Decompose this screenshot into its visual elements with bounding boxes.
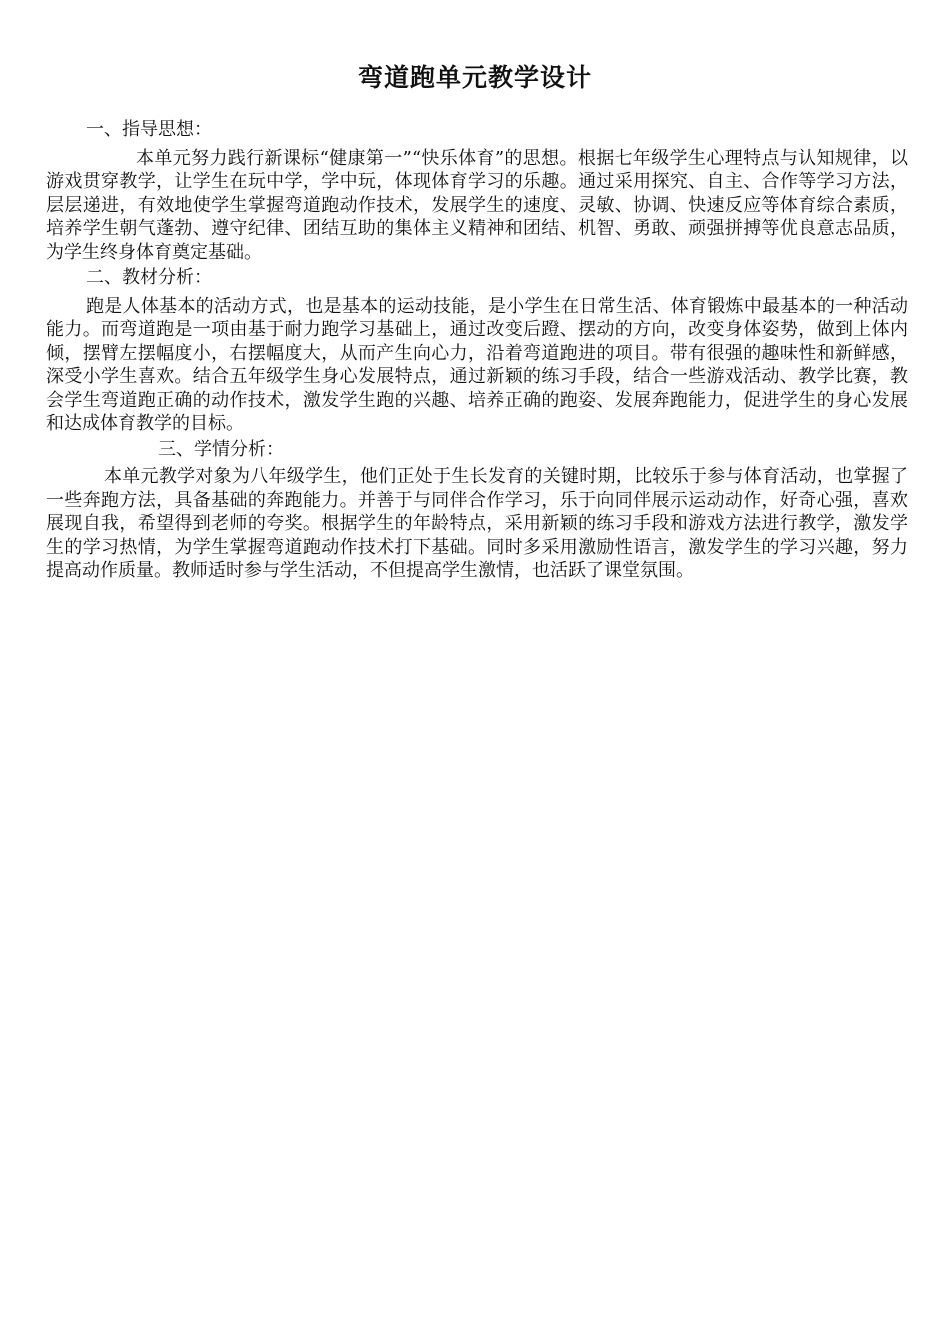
document-title: 弯道跑单元教学设计 [357,63,592,92]
section-heading-student-analysis: 三、学情分析： [158,438,284,460]
section-paragraph-guiding-ideology: 本单元努力践行新课标“健康第一”“快乐体育”的思想。根据七年级学生心理特点与认知规律，以游戏贯穿教学，让学生在玩中学，学中玩，体现体育学习的乐趣。通过采用探究、自主、合作等学习方法，层层递进，有效地使学生掌握弯道跑动作技术，发展学生的速度、灵敏、协调、快速反应等体育综合素质，培养学生朝气蓬勃、遵守纪律、团结互助的集体主义精神和团结、机智、勇敢、顽强拼搏等优良意志品质，为学生终身体育奠定基础。 [46,147,908,263]
section-heading-guiding-ideology: 一、指导思想： [86,119,212,140]
document-body [46,118,908,583]
section-paragraph-textbook-analysis: 跑是人体基本的活动方式，也是基本的运动技能，是小学生在日常生活、体育锻炼中最基本的一种活动能力。而弯道跑是一项由基于耐力跑学习基础上，通过改变后蹬、摆动的方向，改变身体姿势，做到上体内倾，摆臂左摆幅度小，右摆幅度大，从而产生向心力，沿着弯道跑进的项目。带有很强的趣味性和新鲜感，深受小学生喜欢。结合五年级学生身心发展特点，通过新颖的练习手段，结合一些游戏活动、教学比赛，教会学生弯道跑正确的动作技术，激发学生跑的兴趣、培养正确的跑姿、发展奔跑能力，促进学生的身心发展和达成体育教学的目标。 [46,295,908,434]
section-paragraph-student-analysis: 本单元教学对象为八年级学生，他们正处于生长发育的关键时期，比较乐于参与体育活动，也掌握了一些奔跑方法，具备基础的奔跑能力。并善于与同伴合作学习，乐于向同伴展示运动动作，好奇心强，喜欢展现自我，希望得到老师的夸奖。根据学生的年龄特点，采用新颖的练习手段和游戏方法进行教学，激发学生的学习热情，为学生掌握弯道跑动作技术打下基础。同时多采用激励性语言，激发学生的学习兴趣，努力提高动作质量。教师适时参与学生活动，不但提高学生激情，也活跃了课堂氛围。 [46,466,908,581]
section-heading-textbook-analysis: 二、教材分析： [86,267,212,288]
